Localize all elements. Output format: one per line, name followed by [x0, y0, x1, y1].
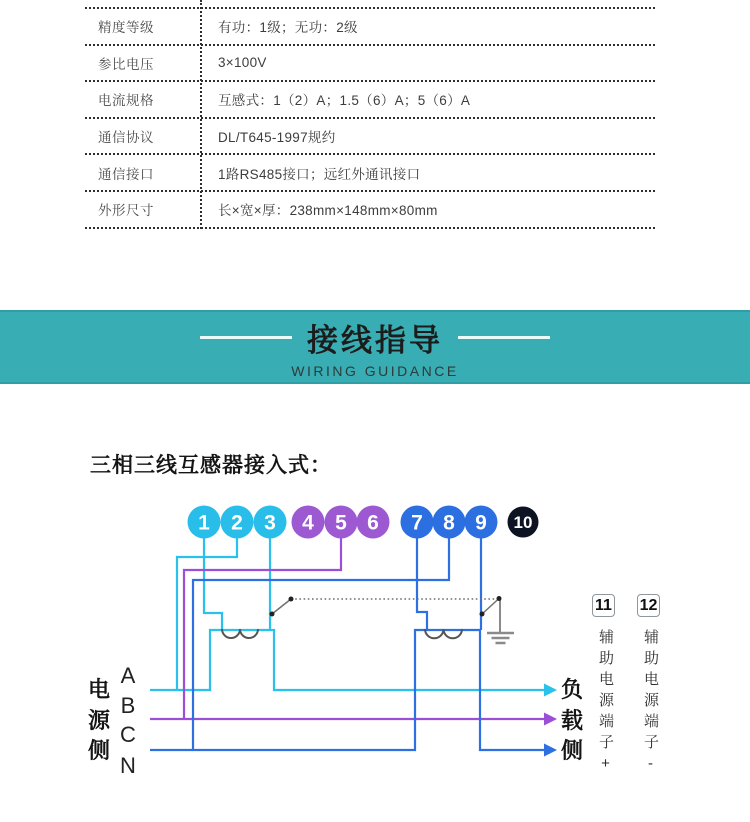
terminal-circle-2: [221, 506, 254, 539]
spec-label: 电流规格: [98, 93, 154, 109]
terminal2-voltage-tap: [177, 522, 237, 690]
terminal-circle-7: [401, 506, 434, 539]
terminal-number: 7: [411, 511, 423, 535]
switch-blade-right: [482, 599, 499, 615]
spec-value: 长×宽×厚：238mm×148mm×80mm: [218, 203, 438, 219]
terminal-number: 9: [475, 511, 487, 535]
phase-c-arrow: [544, 744, 557, 757]
aux-terminal-12: 12: [637, 594, 660, 617]
source-side-label: [87, 675, 111, 767]
load-arrows: [544, 684, 557, 757]
wiring-diagram: [0, 490, 750, 822]
spec-row: [85, 153, 655, 190]
terminal-circle-3: [254, 506, 287, 539]
banner-left-dash: [200, 336, 292, 339]
terminal-circles: [188, 506, 539, 539]
ground-icon: [487, 633, 514, 643]
switch-node: [270, 612, 275, 617]
spec-label: 通信协议: [98, 130, 154, 146]
terminal-circle-10: [508, 507, 539, 538]
banner-right-dash: [458, 336, 550, 339]
spec-label: 精度等级: [98, 20, 154, 36]
spec-value: 有功：1级；无功：2级: [218, 20, 358, 36]
spec-value: DL/T645-1997规约: [218, 130, 336, 146]
phase-a-line: [150, 630, 544, 690]
spec-value: 1路RS485接口；远红外通讯接口: [218, 166, 421, 182]
terminal-number: 2: [231, 511, 243, 535]
spec-row: [85, 117, 655, 154]
spec-label: 外形尺寸: [98, 203, 154, 219]
switch-blade-left: [272, 599, 291, 614]
terminal-circle-5: [325, 506, 358, 539]
phase-letter-a: A: [120, 663, 136, 688]
phase-letter-n: N: [120, 753, 136, 778]
load-side-label: [560, 675, 584, 767]
switch-node: [497, 596, 502, 601]
source-side-char: 侧: [87, 738, 110, 763]
phase-letter-b: B: [120, 693, 136, 718]
phase-a-arrow: [544, 684, 557, 697]
banner-title-row: [200, 315, 550, 360]
source-side-char: 电: [87, 677, 110, 702]
phase-b-arrow: [544, 713, 557, 726]
terminal-circle-1: [188, 506, 221, 539]
spec-table: [85, 7, 655, 229]
terminal-number: 5: [335, 511, 347, 535]
banner-subtitle: WIRING GUIDANCE: [291, 363, 459, 379]
terminal-number: 1: [198, 511, 210, 535]
spec-value: 3×100V: [218, 55, 267, 71]
terminal-number: 6: [367, 511, 379, 535]
phase-letter-c: C: [120, 722, 136, 747]
switch-node: [480, 612, 485, 617]
source-side-char: 源: [87, 707, 110, 733]
spec-label: 通信接口: [98, 166, 154, 182]
terminal-number: 4: [302, 511, 314, 535]
terminal-circle-4: [292, 506, 325, 539]
spec-row: [85, 44, 655, 81]
terminal-circle-9: [465, 506, 498, 539]
load-side-char: 侧: [560, 738, 583, 763]
wiring-guidance-banner: [0, 310, 750, 384]
terminal-number: 10: [513, 513, 533, 533]
spec-row: [85, 190, 655, 229]
switch-node: [289, 597, 294, 602]
spec-label: 参比电压: [98, 56, 154, 72]
spec-row: [85, 7, 655, 44]
spec-rows: [85, 7, 655, 229]
terminal-circle-8: [433, 506, 466, 539]
wires: [150, 522, 544, 750]
spec-row: [85, 80, 655, 117]
spec-value: 互感式：1（2）A；1.5（6）A；5（6）A: [218, 93, 471, 109]
aux-terminal-11: 11: [592, 594, 615, 617]
terminal-number: 8: [443, 511, 455, 535]
diagram-heading: 三相三线互感器接入式：: [90, 454, 332, 477]
load-side-char: 负: [560, 677, 583, 702]
aux-terminal-label: 辅助电源端子-: [642, 629, 659, 778]
terminal-circle-6: [357, 506, 390, 539]
aux-terminal-label: 辅助电源端子+: [597, 629, 614, 778]
load-side-char: 载: [560, 707, 583, 733]
banner-title: 接线指导: [307, 323, 443, 358]
terminal-number: 3: [264, 511, 276, 535]
